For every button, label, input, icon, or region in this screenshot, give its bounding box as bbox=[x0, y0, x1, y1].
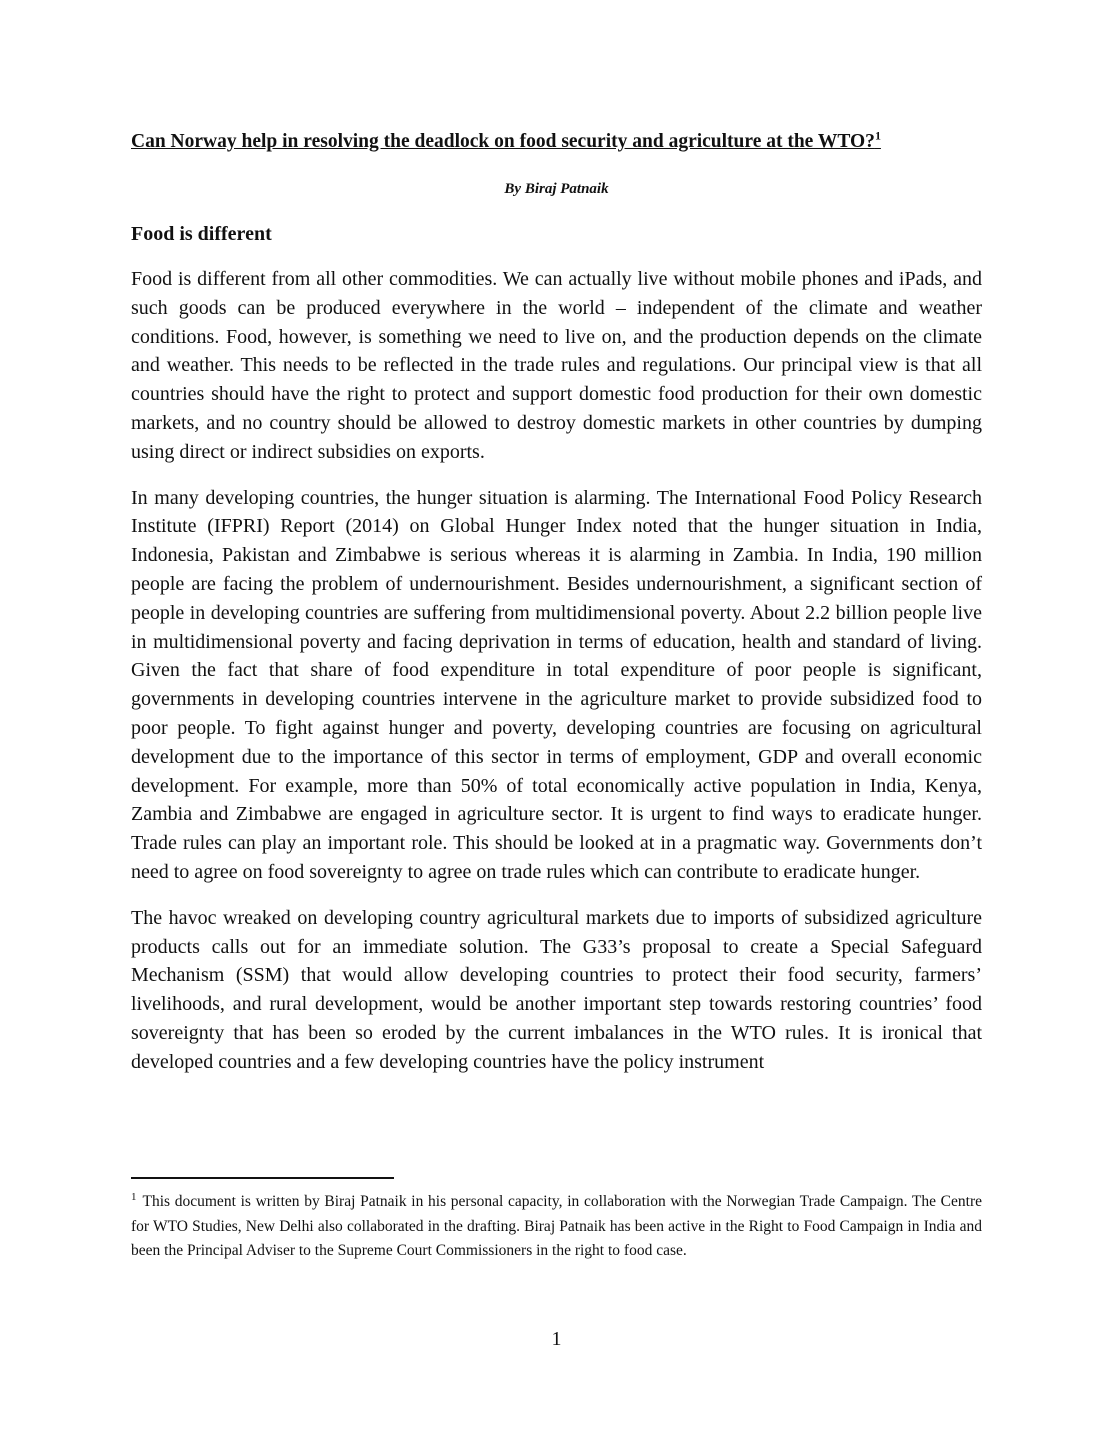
title-footnote-marker: 1 bbox=[874, 128, 881, 143]
paragraph: In many developing countries, the hunger situation is alarming. The International Food Policy Research Institute (IFPRI) Report (2014) on Global Hunger Index noted that the hunger situation in India, Indonesia, Pakistan and Zimbabwe is serious whereas it is alarming in Zambia. In India, 190 million people are facing the problem of undernourishment. Besides undernourishment, a significant section of people in developing countries are suffering from multidimensional poverty. About 2.2 billion people live in multidimensional poverty and facing deprivation in terms of education, health and standard of living. Given the fact that share of food expenditure in total expenditure of poor people is significant, governments in developing countries intervene in the agriculture market to provide subsidized food to poor people. To fight against hunger and poverty, developing countries are focusing on agricultural development due to the importance of this sector in terms of employment, GDP and overall economic development. For example, more than 50% of total economically active population in India, Kenya, Zambia and Zimbabwe are engaged in agriculture sector. It is urgent to find ways to eradicate hunger. Trade rules can play an important role. This should be looked at in a pragmatic way. Governments don’t need to agree on food sovereignty to agree on trade rules which can contribute to eradicate hunger. bbox=[131, 486, 982, 883]
footnote bbox=[131, 1190, 982, 1264]
section-heading: Food is different bbox=[131, 223, 272, 245]
footnote-text: This document is written by Biraj Patnaik in his personal capacity, in collaboration with the Norwegian Trade Campaign. The Centre for WTO Studies, New Delhi also collaborated in the drafting. Biraj Patnaik has been active in the Right to Food Campaign in India and been the Principal Adviser to the Supreme Court Commissioners in the right to food case. bbox=[131, 1193, 982, 1259]
footnote-marker: 1 bbox=[131, 1190, 137, 1203]
author-byline: By Biraj Patnaik bbox=[504, 181, 609, 197]
footnote-divider bbox=[131, 1177, 394, 1179]
title-text: Can Norway help in resolving the deadlock on food security and agriculture at the WTO? bbox=[131, 131, 875, 152]
document-page bbox=[131, 0, 982, 1440]
paragraph: Food is different from all other commodities. We can actually live without mobile phones and iPads, and such goods can be produced everywhere in the world – independent of the climate and weather conditions. Food, however, is something we need to live on, and the production depends on the climate and weather. This needs to be reflected in the trade rules and regulations. Our principal view is that all countries should have the right to protect and support domestic food production for their own domestic markets, and no country should be allowed to destroy domestic markets in other countries by dumping using direct or indirect subsidies on exports. bbox=[131, 268, 982, 463]
paragraph: The havoc wreaked on developing country agricultural markets due to imports of subsidized agriculture products calls out for an immediate solution. The G33’s proposal to create a Special Safeguard Mechanism (SSM) that would allow developing countries to protect their food security, farmers’ livelihoods, and rural development, would be another important step towards restoring countries’ food sovereignty that has been so eroded by the current imbalances in the WTO rules. It is ironical that developed countries and a few developing countries have the policy instrument bbox=[131, 906, 982, 1073]
document-title bbox=[131, 128, 982, 156]
page-number: 1 bbox=[551, 1328, 562, 1350]
body-text bbox=[131, 265, 982, 1094]
